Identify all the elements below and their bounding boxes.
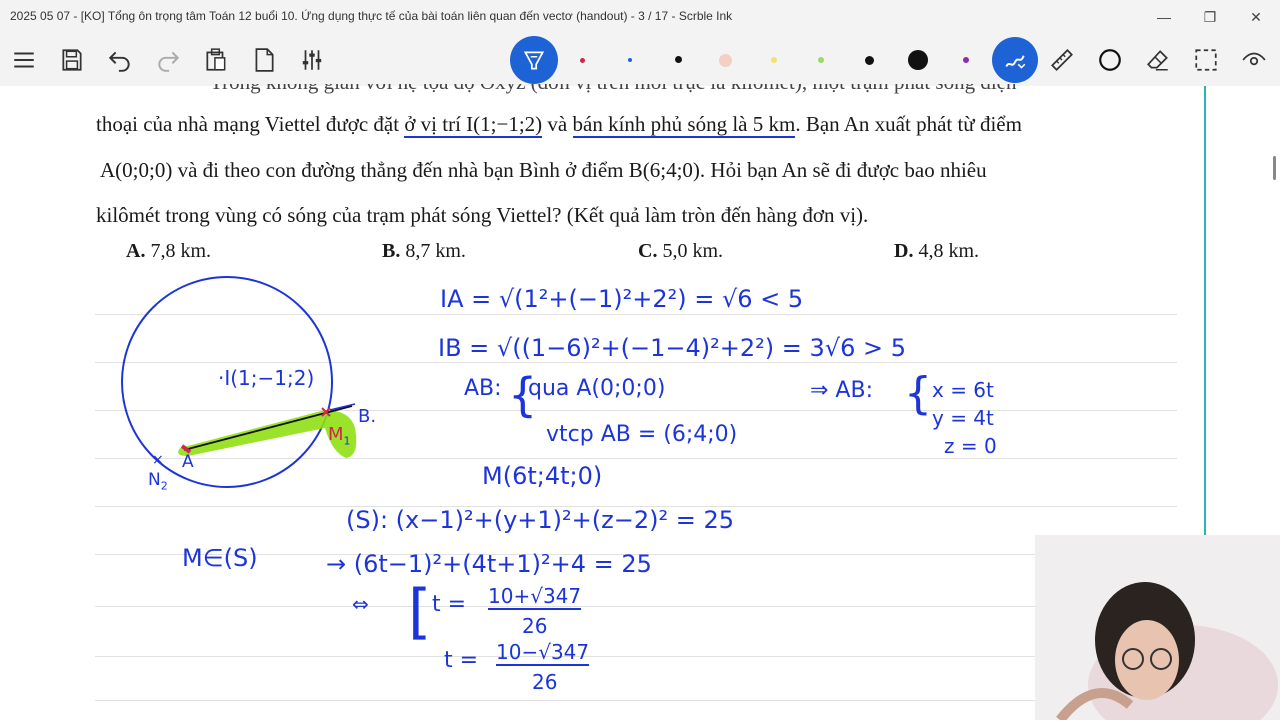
ab-param-brace: { <box>904 368 932 419</box>
m-in-s: M∈(S) <box>182 544 258 572</box>
ib-formula: IB = √((1−6)²+(−1−4)²+2²) = 3√6 > 5 <box>438 334 906 362</box>
fig-a-label: A <box>182 452 194 472</box>
select-icon[interactable] <box>1190 44 1222 76</box>
t2-numerator: 10−√347 <box>496 640 590 664</box>
fig-center-label: ·I(1;−1;2) <box>218 366 315 390</box>
clipboard-icon[interactable] <box>200 44 232 76</box>
close-button[interactable]: ✕ <box>1250 8 1262 25</box>
color-peach-swatch[interactable] <box>719 54 732 67</box>
t2-prefix: t = <box>444 648 479 673</box>
color-green-swatch[interactable] <box>818 57 824 63</box>
webcam-overlay <box>1035 535 1280 720</box>
option-d: D. 4,8 km. <box>894 240 980 262</box>
ruled-line <box>95 700 1177 701</box>
t1-denominator: 26 <box>522 614 548 638</box>
problem-line-2: A(0;0;0) và đi theo con đường thẳng đến nhà bạn Bình ở điểm B(6;4;0). Hỏi bạn An sẽ đi được bao nhiêu <box>100 158 987 182</box>
sliders-icon[interactable] <box>296 44 328 76</box>
pen-icon[interactable] <box>510 36 558 84</box>
scrollbar-thumb[interactable] <box>1273 156 1276 180</box>
option-b: B. 8,7 km. <box>382 240 466 262</box>
underlined-radius: bán kính phủ sóng là 5 km <box>572 112 796 136</box>
equiv-sign: ⇔ <box>352 592 369 616</box>
eraser-icon[interactable] <box>1142 44 1174 76</box>
fig-b-label: B. <box>358 406 377 427</box>
ab-brace: { <box>508 368 538 422</box>
restore-button[interactable]: ❐ <box>1203 8 1217 25</box>
substitution: → (6t−1)²+(4t+1)²+4 = 25 <box>326 550 652 578</box>
fig-m2-label: $N_2$ <box>148 470 168 493</box>
menu-icon[interactable] <box>8 44 40 76</box>
option-c: C. 5,0 km. <box>638 240 724 262</box>
ab-y: y = 4t <box>932 406 994 430</box>
color-yellow-swatch[interactable] <box>771 57 777 63</box>
ab-x: x = 6t <box>932 378 994 402</box>
underlined-position: ở vị trí I(1;−1;2) <box>404 112 543 136</box>
ab-vtcp: vtcp AB = (6;4;0) <box>546 422 738 447</box>
color-blue-swatch[interactable] <box>628 58 632 62</box>
circle-icon[interactable] <box>1094 44 1126 76</box>
ab-label: AB: <box>464 376 502 401</box>
ruled-line <box>95 606 1177 607</box>
t-bracket: [ <box>408 577 432 647</box>
fig-x-mark: × <box>152 452 164 468</box>
t1-prefix: t = <box>432 592 467 617</box>
problem-line-3: kilômét trong vùng có sóng của trạm phát sóng Viettel? (Kết quả làm tròn đến hàng đơn vị). <box>96 203 869 227</box>
color-red-swatch[interactable] <box>580 58 585 63</box>
ruler-icon[interactable] <box>1046 44 1078 76</box>
ab-z: z = 0 <box>944 434 997 458</box>
minimize-button[interactable]: — <box>1157 9 1171 25</box>
sphere-equation: (S): (x−1)²+(y+1)²+(z−2)² = 25 <box>346 506 734 534</box>
color-black-medium-swatch[interactable] <box>865 56 874 65</box>
ruled-line <box>95 656 1177 657</box>
t1-numerator: 10+√347 <box>488 584 582 608</box>
page-icon[interactable] <box>248 44 280 76</box>
t2-denominator: 26 <box>532 670 558 694</box>
presenter-image <box>1035 535 1280 720</box>
window-title: 2025 05 07 - [KO] Tổng ôn trọng tâm Toán 12 buổi 10. Ứng dụng thực tế của bài toán liên quan đến vectơ (handout) - 3 / 17 - Scrble Ink <box>10 9 733 23</box>
ia-formula: IA = √(1²+(−1)²+2²) = √6 < 5 <box>440 285 804 313</box>
view-icon[interactable] <box>1238 44 1270 76</box>
redo-icon[interactable] <box>152 44 184 76</box>
problem-line-1: thoại của nhà mạng Viettel được đặt ở vị trí I(1;−1;2) và bán kính phủ sóng là 5 km. Bạn An xuất phát từ điểm <box>96 112 1022 136</box>
color-black-large-swatch[interactable] <box>908 50 928 70</box>
title-bar <box>0 0 1280 34</box>
fig-m1-label: $M_1$ <box>328 424 351 448</box>
option-a: A. 7,8 km. <box>126 240 212 262</box>
highlighter-icon[interactable] <box>992 37 1038 83</box>
ab-qua: qua A(0;0;0) <box>528 376 666 401</box>
ab-param-label: ⇒ AB: <box>810 378 873 403</box>
save-icon[interactable] <box>56 44 88 76</box>
undo-icon[interactable] <box>104 44 136 76</box>
m-point: M(6t;4t;0) <box>482 462 603 490</box>
toolbar <box>0 34 1280 86</box>
color-black-swatch[interactable] <box>675 56 682 63</box>
color-purple-swatch[interactable] <box>963 57 969 63</box>
